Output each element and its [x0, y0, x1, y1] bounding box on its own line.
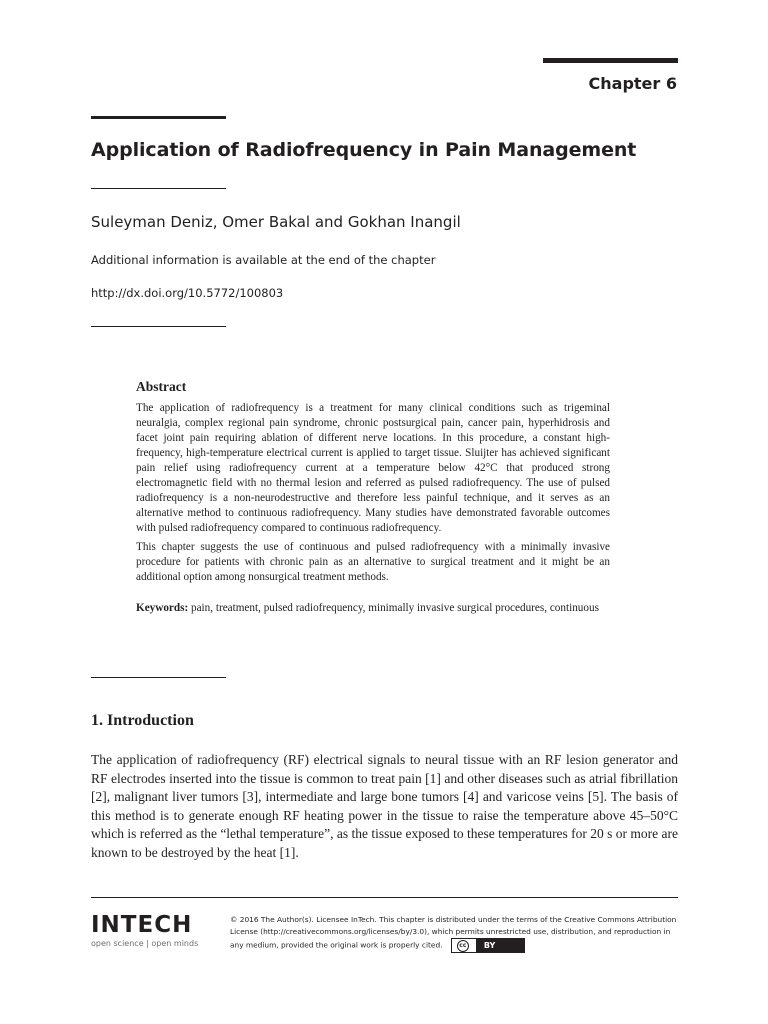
introduction-heading: 1. Introduction: [91, 712, 194, 729]
cc-by-badge-icon: [451, 938, 525, 953]
abstract-paragraph-1: The application of radiofrequency is a treatment for many clinical conditions such as trigeminal neuralgia, complex regional pain syndrome, chronic postsurgical pain, cancer pain, hyperhidrosis and facet joint pain requiring ablation of different nerve locations. In this procedure, a constant high-frequency, high-temperature electrical current is applied to target tissue. Sluijter has achieved significant pain relief using radiofrequency current at a temperature below 42°C that produced strong electromagnetic field with no thermal lesion and referred as pulsed radiofrequency. The use of pulsed radiofrequency is a non-neurodestructive and therefore less painful technique, and it serves as an alternative method to continuous radiofrequency. Many studies have demonstrated favorable outcomes with pulsed radiofrequency compared to continuous radiofrequency.: [136, 402, 610, 534]
abstract-section: [136, 379, 610, 616]
cc-badge-cc: cc: [457, 940, 469, 952]
doi-link[interactable]: http://dx.doi.org/10.5772/100803: [91, 286, 284, 300]
introduction-text: The application of radiofrequency (RF) electrical signals to neural tissue with an RF lesion generator and RF electrodes inserted into the tissue is common to treat pain [1] and other diseases such as atrial fibrillation [2], malignant liver tumors [3], intermediate and large bone tumors [4] and varicose veins [5]. The basis of this method is to generate enough RF heating power in the tissue to raise the temperature above 45–50°C which is referred as the “lethal temperature”, as the tissue exposed to these temperatures for 20 s or more are known to be destroyed by the heat [1].: [91, 752, 679, 860]
abstract-divider: [91, 677, 226, 678]
license-notice: [230, 914, 685, 953]
abstract-paragraph-2: This chapter suggests the use of continuous and pulsed radiofrequency with a minimally invasive procedure for patients with chronic pain as an alternative to surgical treatment and it might be an additional option among nonsurgical treatment methods.: [136, 541, 610, 583]
footer-rule: [91, 897, 678, 898]
logo-tagline: open science | open minds: [91, 939, 199, 948]
abstract-heading: Abstract: [136, 379, 187, 394]
keywords: [136, 601, 610, 616]
keywords-text: pain, treatment, pulsed radiofrequency, minimally invasive surgical procedures, continuous: [188, 602, 599, 614]
additional-info: Additional information is available at the end of the chapter: [91, 253, 436, 267]
license-text: © 2016 The Author(s). Licensee InTech. This chapter is distributed under the terms of the Creative Commons Attribution License (http://creativecommons.org/licenses/by/3.0), which permits unrestricted use, distribution, and reproduction in any medium, provided the original work is properly cited.: [230, 915, 677, 950]
chapter-bar: [543, 58, 678, 63]
chapter-title: Application of Radiofrequency in Pain Management: [91, 139, 637, 161]
authors: Suleyman Deniz, Omer Bakal and Gokhan Inangil: [91, 213, 461, 231]
intech-logo: INTECH: [91, 912, 193, 938]
title-rule: [91, 116, 226, 119]
title-divider: [91, 188, 226, 189]
meta-divider: [91, 326, 226, 327]
keywords-label: Keywords:: [136, 602, 189, 614]
cc-badge-by: BY: [483, 941, 496, 950]
chapter-label: Chapter 6: [588, 74, 677, 93]
